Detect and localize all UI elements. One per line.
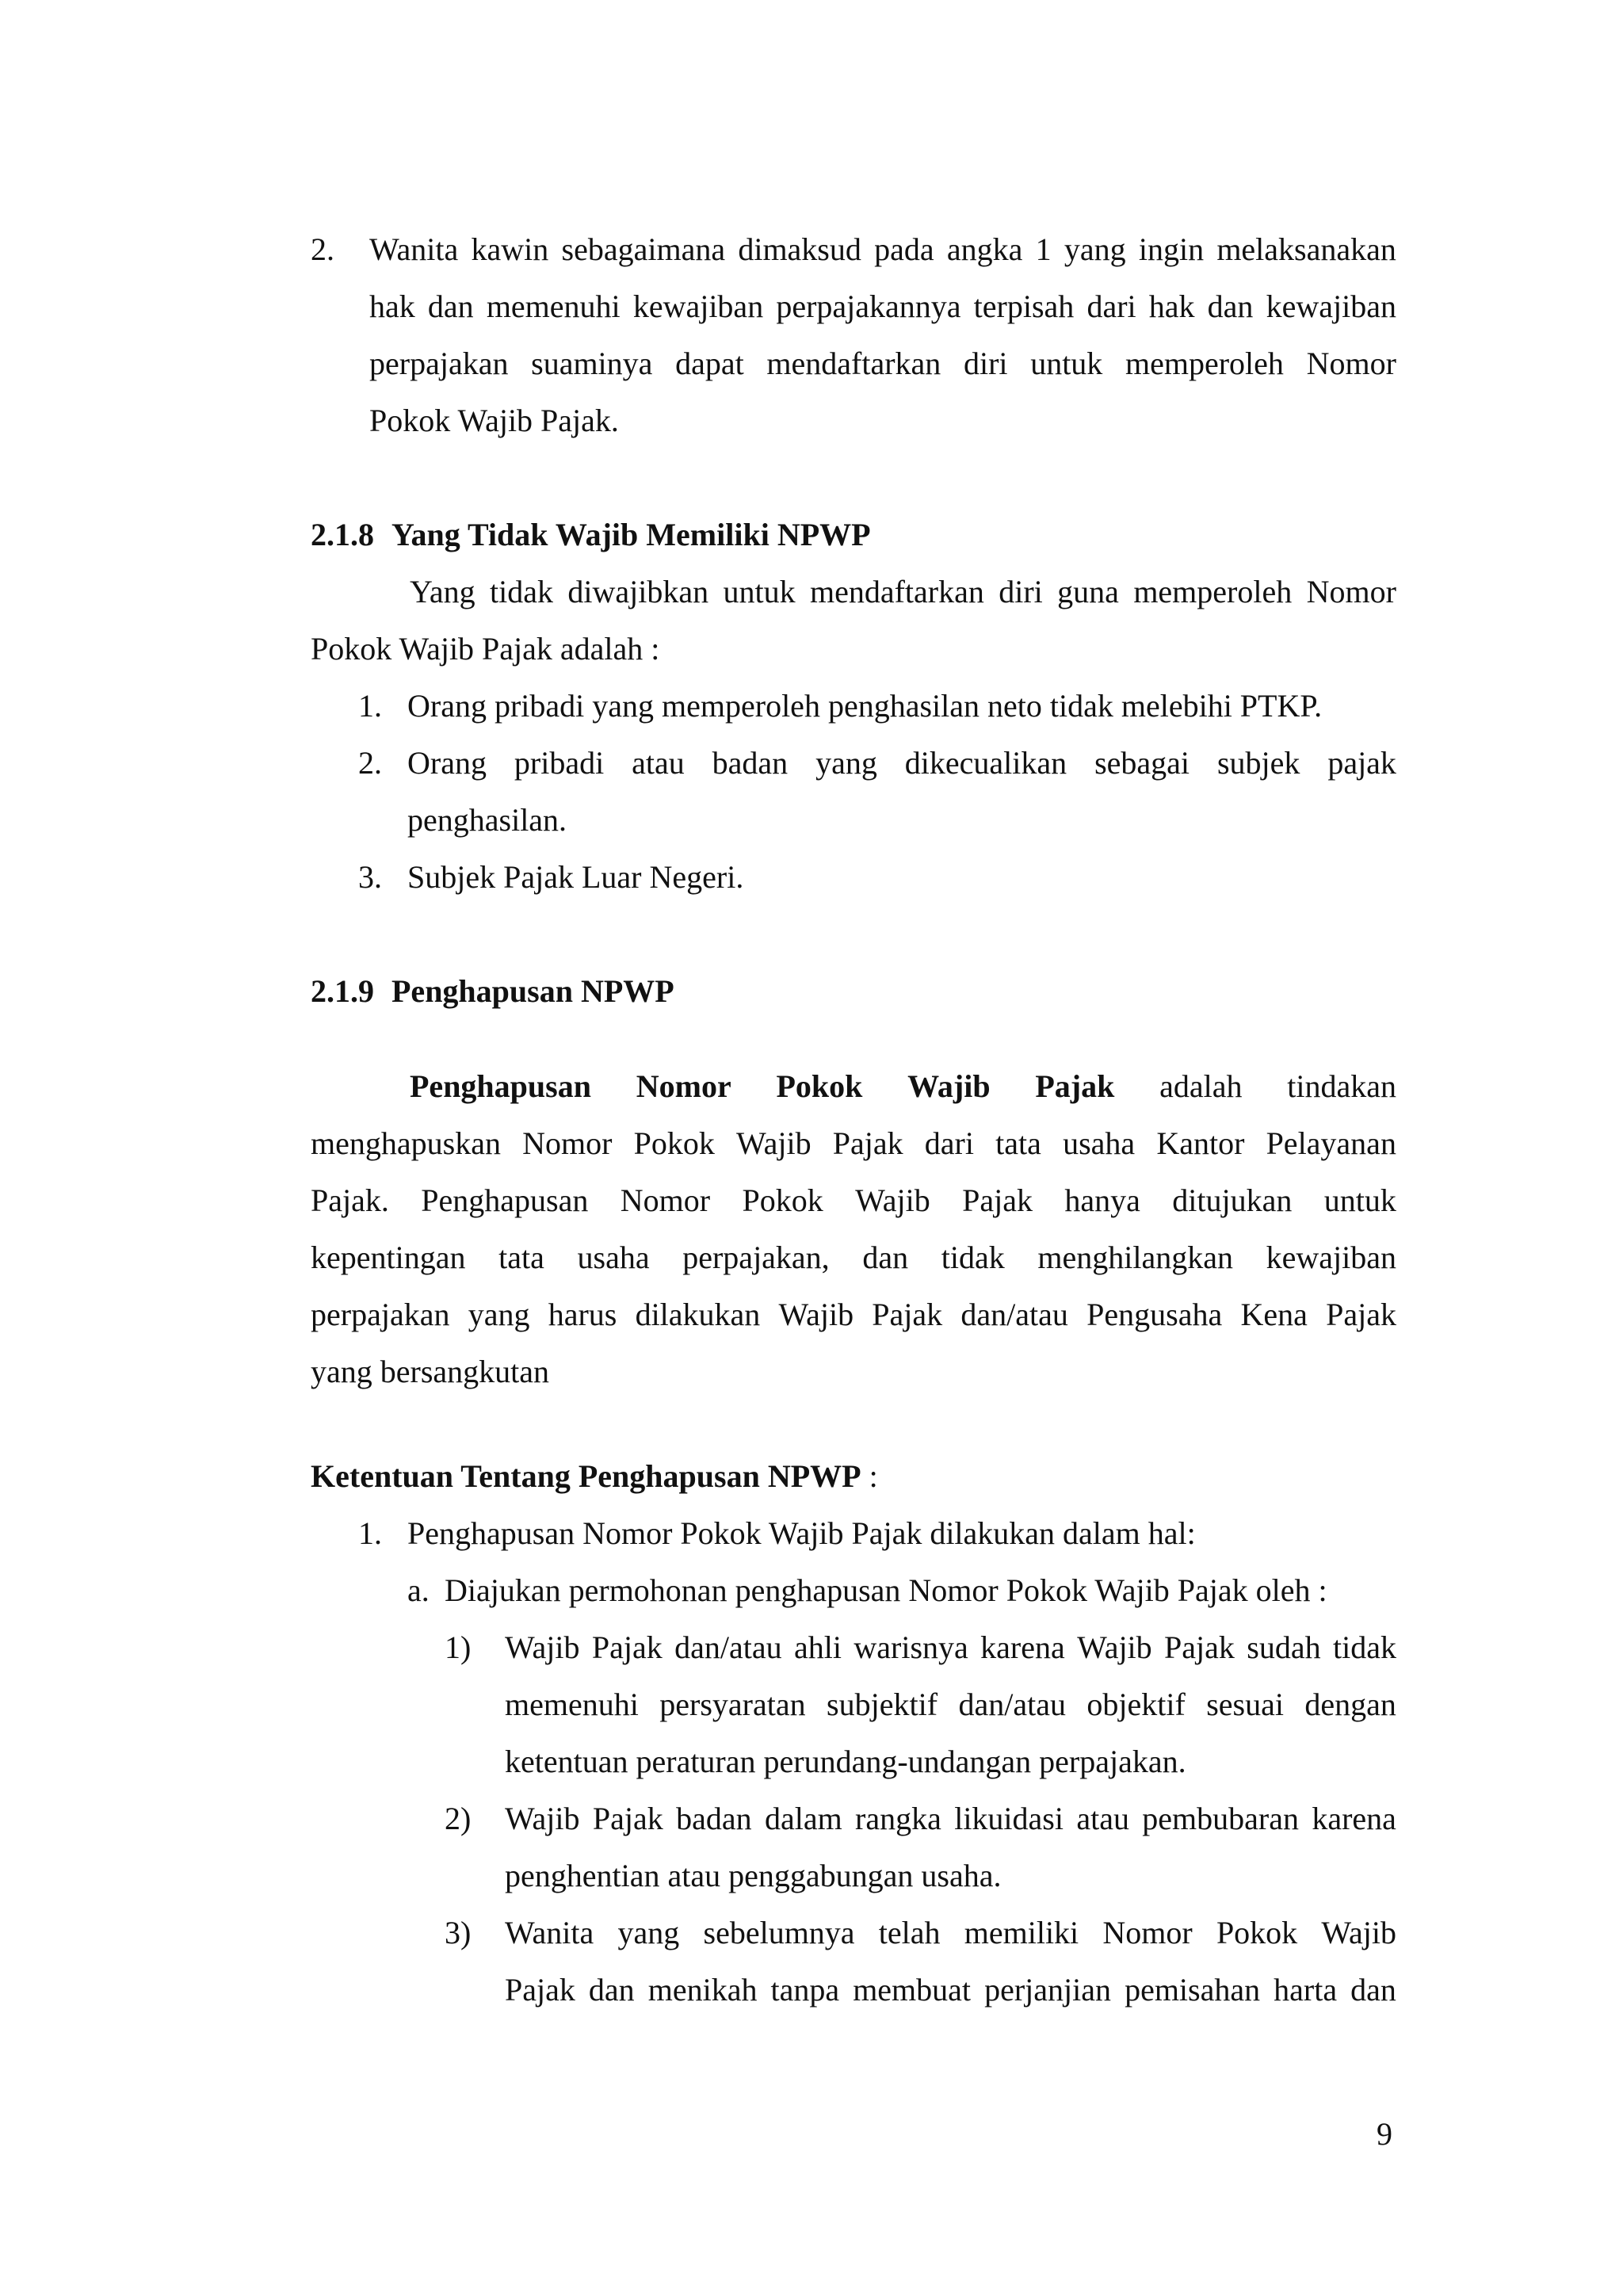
word: dan <box>862 1240 909 1275</box>
word: yang <box>815 745 877 781</box>
word: Nomor <box>620 1182 711 1218</box>
paragraph-line <box>311 1296 1396 1334</box>
word: kawin <box>471 231 549 267</box>
list-item-text <box>407 744 1396 782</box>
word: diri <box>963 346 1008 381</box>
word: kepentingan <box>311 1240 466 1275</box>
word: dan <box>427 288 474 324</box>
word: sebagaimana <box>561 231 726 267</box>
list-number: 3. <box>358 859 382 895</box>
paragraph-line: Pokok Wajib Pajak adalah : <box>311 631 660 667</box>
bold-term: Penghapusan <box>410 1068 591 1104</box>
word: memperoleh <box>1133 574 1293 609</box>
word: Nomor <box>1306 346 1396 381</box>
word: badan <box>676 1801 752 1836</box>
word: Pajak <box>1164 1629 1235 1665</box>
word: Pajak <box>505 1972 575 2008</box>
word: dari <box>1086 288 1136 324</box>
word: memenuhi <box>505 1687 639 1722</box>
word: pajak <box>1327 745 1396 781</box>
word: Pajak. <box>311 1182 389 1218</box>
paragraph-line <box>311 1182 1396 1220</box>
word: hak <box>1148 288 1195 324</box>
word: hanya <box>1064 1182 1140 1218</box>
word: perpajakannya <box>776 288 961 324</box>
word: dan/atau <box>674 1629 782 1665</box>
paragraph-line <box>369 345 1396 383</box>
bold-term: Nomor <box>636 1068 731 1104</box>
word: harta <box>1274 1972 1338 2008</box>
sub-sub-text <box>505 1971 1396 2009</box>
word: pada <box>874 231 934 267</box>
word: Yang <box>410 574 475 609</box>
word: mendaftarkan <box>809 574 984 609</box>
word: menikah <box>647 1972 758 2008</box>
word: dilakukan <box>635 1297 761 1332</box>
word: objektif <box>1086 1687 1186 1722</box>
heading-suffix: : <box>861 1458 878 1494</box>
word: dan <box>1350 1972 1396 2008</box>
word: Wajib <box>778 1297 854 1332</box>
word: dikecualikan <box>904 745 1067 781</box>
bold-term: Pajak <box>1035 1068 1115 1104</box>
sub-sub-text <box>505 1914 1396 1952</box>
word: adalah <box>1159 1068 1243 1104</box>
word: subjektif <box>827 1687 938 1722</box>
sub-sub-text <box>505 1629 1396 1667</box>
list-item-text: Subjek Pajak Luar Negeri. <box>407 859 744 895</box>
word: sebagai <box>1094 745 1190 781</box>
word: memperoleh <box>1125 346 1284 381</box>
word: pemisahan <box>1125 1972 1261 2008</box>
word: untuk <box>1323 1182 1396 1218</box>
word: harus <box>548 1297 617 1332</box>
word: perjanjian <box>984 1972 1112 2008</box>
word: Wajib <box>505 1801 580 1836</box>
word: tata <box>995 1125 1041 1161</box>
word: persyaratan <box>659 1687 806 1722</box>
paragraph-line <box>311 1239 1396 1277</box>
sub-sub-number: 2) <box>445 1801 472 1836</box>
paragraph-line-first <box>410 1068 1396 1106</box>
word: dan/atau <box>960 1297 1068 1332</box>
word: yang <box>1064 231 1126 267</box>
list-item-text: penghasilan. <box>407 802 567 838</box>
word: dengan <box>1304 1687 1396 1722</box>
word: dan/atau <box>958 1687 1066 1722</box>
section-number: 2.1.9 <box>311 973 374 1009</box>
word: untuk <box>723 574 796 609</box>
word: Wajib <box>1077 1629 1152 1665</box>
word: tanpa <box>770 1972 840 2008</box>
word: pribadi <box>514 745 605 781</box>
word: Pajak <box>832 1125 903 1161</box>
word: perpajakan <box>311 1297 450 1332</box>
word: ditujukan <box>1172 1182 1293 1218</box>
sub-sub-text: penghentian atau penggabungan usaha. <box>505 1858 1002 1893</box>
word: Nomor <box>522 1125 613 1161</box>
word: Penghapusan <box>421 1182 589 1218</box>
word: hak <box>369 288 415 324</box>
word: menghapuskan <box>311 1125 501 1161</box>
word: Pelayanan <box>1266 1125 1396 1161</box>
sub-list-letter: a. <box>407 1572 430 1608</box>
word: tata <box>498 1240 544 1275</box>
ketentuan-heading <box>311 1457 878 1496</box>
sub-sub-text: ketentuan peraturan perundang-undangan perpajakan. <box>505 1744 1186 1779</box>
word: tidak <box>490 574 553 609</box>
word: atau <box>632 745 685 781</box>
word: dalam <box>764 1801 842 1836</box>
list-item-text: Penghapusan Nomor Pokok Wajib Pajak dilakukan dalam hal: <box>407 1515 1196 1551</box>
word: membuat <box>853 1972 972 2008</box>
paragraph-line: Pokok Wajib Pajak. <box>369 403 619 438</box>
bold-term: Pokok <box>776 1068 863 1104</box>
paragraph-line <box>311 1125 1396 1163</box>
word: karena <box>1312 1801 1396 1836</box>
word: Pajak <box>962 1182 1033 1218</box>
word: menghilangkan <box>1037 1240 1233 1275</box>
word: yang <box>617 1915 680 1950</box>
word: memenuhi <box>486 288 621 324</box>
section-heading-2-1-9 <box>311 972 674 1010</box>
sub-list-text: Diajukan permohonan penghapusan Nomor Pokok Wajib Pajak oleh : <box>445 1572 1327 1608</box>
word: Pokok <box>742 1182 823 1218</box>
word: karena <box>980 1629 1065 1665</box>
word: untuk <box>1030 346 1103 381</box>
section-heading-2-1-8 <box>311 516 871 554</box>
word: sudah <box>1247 1629 1321 1665</box>
sub-sub-number: 3) <box>445 1915 472 1950</box>
word: usaha <box>577 1240 650 1275</box>
word: diwajibkan <box>567 574 709 609</box>
word: terpisah <box>973 288 1075 324</box>
page-number: 9 <box>1377 2116 1392 2152</box>
word: guna <box>1057 574 1119 609</box>
word: 1 <box>1035 231 1052 267</box>
ketentuan-heading-text: Ketentuan Tentang Penghapusan NPWP <box>311 1458 861 1494</box>
word: sesuai <box>1206 1687 1284 1722</box>
section-title: Yang Tidak Wajib Memiliki NPWP <box>391 517 871 552</box>
word: Wanita <box>505 1915 594 1950</box>
word: telah <box>878 1915 941 1950</box>
word: dari <box>924 1125 974 1161</box>
word: pembubaran <box>1142 1801 1299 1836</box>
word: tidak <box>941 1240 1005 1275</box>
list-number: 2. <box>358 745 382 781</box>
paragraph-line: yang bersangkutan <box>311 1354 550 1389</box>
list-number: 1. <box>358 688 382 724</box>
word: atau <box>1076 1801 1129 1836</box>
word: kewajiban <box>632 288 764 324</box>
word: Wajib <box>855 1182 930 1218</box>
word: perpajakan <box>369 346 509 381</box>
word: likuidasi <box>954 1801 1064 1836</box>
word: Wajib <box>505 1629 580 1665</box>
word: kewajiban <box>1266 1240 1396 1275</box>
word: Pajak <box>872 1297 943 1332</box>
word: Nomor <box>1102 1915 1193 1950</box>
paragraph-line <box>369 288 1396 326</box>
sub-sub-number: 1) <box>445 1629 472 1665</box>
list-item-text: Orang pribadi yang memperoleh penghasilan neto tidak melebihi PTKP. <box>407 688 1323 724</box>
word: mendaftarkan <box>766 346 941 381</box>
word: dimaksud <box>738 231 861 267</box>
word: warisnya <box>854 1629 968 1665</box>
word: Wanita <box>369 231 459 267</box>
word: Pajak <box>591 1629 663 1665</box>
word: tidak <box>1333 1629 1396 1665</box>
sub-sub-text <box>505 1800 1396 1838</box>
word: perpajakan, <box>682 1240 830 1275</box>
word: kewajiban <box>1266 288 1396 324</box>
list-number: 2. <box>311 231 334 267</box>
word: dan <box>1207 288 1254 324</box>
section-number: 2.1.8 <box>311 517 374 552</box>
word: Pokok <box>1216 1915 1298 1950</box>
word: Kantor <box>1156 1125 1245 1161</box>
paragraph-line <box>410 573 1396 611</box>
word: dan <box>588 1972 635 2008</box>
word: Pokok <box>633 1125 715 1161</box>
word: badan <box>712 745 789 781</box>
word: Orang <box>407 745 487 781</box>
bold-term: Wajib <box>907 1068 991 1104</box>
word: angka <box>946 231 1023 267</box>
word: usaha <box>1063 1125 1136 1161</box>
word: tindakan <box>1287 1068 1396 1104</box>
word: Nomor <box>1306 574 1396 609</box>
word: Kena <box>1240 1297 1308 1332</box>
paragraph-line <box>369 231 1396 269</box>
word: subjek <box>1216 745 1300 781</box>
word: diri <box>999 574 1043 609</box>
list-number: 1. <box>358 1515 382 1551</box>
section-title: Penghapusan NPWP <box>391 973 674 1009</box>
word: melaksanakan <box>1216 231 1396 267</box>
word: Wajib <box>1321 1915 1396 1950</box>
word: Pajak <box>1326 1297 1396 1332</box>
word: dapat <box>675 346 744 381</box>
word: suaminya <box>531 346 653 381</box>
word: memiliki <box>964 1915 1079 1950</box>
word: Pengusaha <box>1086 1297 1223 1332</box>
word: yang <box>468 1297 530 1332</box>
word: Pajak <box>592 1801 663 1836</box>
sub-sub-text <box>505 1686 1396 1724</box>
word: sebelumnya <box>703 1915 855 1950</box>
word: ingin <box>1138 231 1205 267</box>
word: ahli <box>794 1629 842 1665</box>
word: Wajib <box>736 1125 812 1161</box>
word: rangka <box>855 1801 941 1836</box>
